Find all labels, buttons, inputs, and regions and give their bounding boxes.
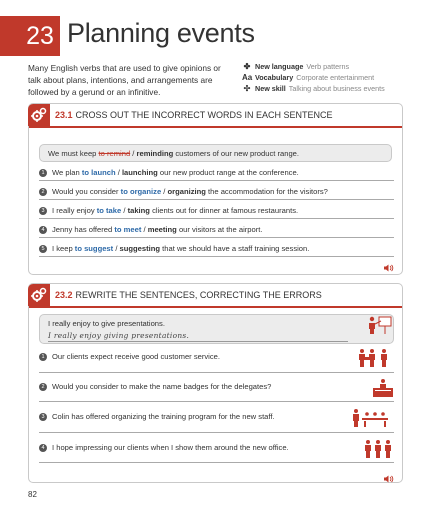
office-tour-icon bbox=[363, 439, 393, 459]
aa-icon: Aa bbox=[242, 73, 253, 82]
answer-line bbox=[39, 218, 394, 219]
text: I keep bbox=[52, 244, 75, 253]
option-b[interactable]: taking bbox=[127, 206, 150, 215]
example-prompt: I really enjoy to give presentations. bbox=[48, 319, 165, 328]
audio-speaker-icon[interactable] bbox=[384, 470, 394, 478]
question-number: 4 bbox=[39, 226, 47, 234]
question-number: 5 bbox=[39, 245, 47, 253]
exercise-number: 23.1 bbox=[55, 110, 73, 120]
option-b[interactable]: organizing bbox=[167, 187, 206, 196]
text: our new product range at the conference. bbox=[157, 168, 299, 177]
question-number: 1 bbox=[39, 169, 47, 177]
exercise-title bbox=[55, 110, 333, 120]
jigsaw-icon: ✣ bbox=[243, 84, 251, 93]
question-text: I hope impressing our clients when I show them around the new office. bbox=[52, 443, 289, 452]
question-row bbox=[39, 412, 392, 421]
text: / bbox=[121, 206, 128, 215]
legend-key: New language bbox=[255, 62, 304, 71]
question-text: Would you consider to make the name badges for the delegates? bbox=[52, 382, 272, 391]
legend-value: Talking about business events bbox=[288, 84, 385, 93]
text: Would you consider bbox=[52, 187, 121, 196]
option-a[interactable]: to suggest bbox=[74, 244, 114, 253]
correct-option: reminding bbox=[136, 149, 174, 158]
text: We must keep bbox=[48, 149, 99, 158]
chapter-header bbox=[0, 16, 429, 56]
legend-value: Corporate entertainment bbox=[296, 73, 375, 82]
question-row bbox=[39, 206, 392, 215]
option-b[interactable]: launching bbox=[121, 168, 158, 177]
question-number: 3 bbox=[39, 413, 47, 421]
gears-icon bbox=[28, 104, 50, 126]
option-a[interactable]: to meet bbox=[114, 225, 142, 234]
text: We plan bbox=[52, 168, 82, 177]
reception-desk-icon bbox=[369, 378, 397, 398]
text: / bbox=[161, 187, 168, 196]
question-row bbox=[39, 168, 392, 177]
question-text: Colin has offered organizing the training program for the new staff. bbox=[52, 412, 275, 421]
chapter-title: Planning events bbox=[67, 18, 255, 48]
question-row bbox=[39, 443, 392, 452]
exercise-instruction: REWRITE THE SENTENCES, CORRECTING THE ERRORS bbox=[75, 290, 322, 300]
legend-key: Vocabulary bbox=[255, 73, 294, 82]
answer-line[interactable] bbox=[39, 432, 394, 433]
legend-row bbox=[242, 72, 385, 83]
exercise-23-1 bbox=[28, 103, 403, 275]
text: I really enjoy bbox=[52, 206, 97, 215]
exercise-23-2 bbox=[28, 283, 403, 483]
legend-row bbox=[242, 61, 385, 72]
chapter-number: 23 bbox=[20, 16, 60, 56]
question-row bbox=[39, 382, 392, 391]
customer-service-icon bbox=[356, 348, 392, 368]
answer-line[interactable] bbox=[39, 372, 394, 373]
legend-key: New skill bbox=[255, 84, 286, 93]
text: Jenny has offered bbox=[52, 225, 115, 234]
question-row bbox=[39, 244, 392, 253]
answer-line[interactable] bbox=[39, 462, 394, 463]
page-number: 82 bbox=[28, 490, 37, 499]
option-a[interactable]: to organize bbox=[120, 187, 162, 196]
intro-text: Many English verbs that are used to give opinions or talk about plans, intentions, and arrangements are followed by a gerund or an infinitive. bbox=[28, 63, 221, 97]
training-meeting-icon bbox=[352, 408, 392, 428]
text: customers of our new product range. bbox=[173, 149, 300, 158]
question-number: 4 bbox=[39, 444, 47, 452]
answer-line bbox=[39, 180, 394, 181]
crossed-out-option: to remind bbox=[98, 149, 131, 158]
question-text: Our clients expect receive good customer service. bbox=[52, 352, 220, 361]
example-box bbox=[39, 314, 394, 344]
exercise-title bbox=[55, 290, 322, 300]
text: / bbox=[115, 168, 122, 177]
exercise-number: 23.2 bbox=[55, 290, 73, 300]
legend-row bbox=[242, 83, 385, 94]
option-b[interactable]: meeting bbox=[147, 225, 177, 234]
question-number: 1 bbox=[39, 353, 47, 361]
question-number: 3 bbox=[39, 207, 47, 215]
answer-line[interactable] bbox=[39, 401, 394, 402]
option-b[interactable]: suggesting bbox=[119, 244, 161, 253]
option-a[interactable]: to take bbox=[96, 206, 122, 215]
legend bbox=[242, 61, 385, 94]
question-number: 2 bbox=[39, 383, 47, 391]
gears-icon bbox=[28, 284, 50, 306]
question-number: 2 bbox=[39, 188, 47, 196]
answer-line bbox=[39, 256, 394, 257]
text: our visitors at the airport. bbox=[176, 225, 263, 234]
exercise-instruction: CROSS OUT THE INCORRECT WORDS IN EACH SENTENCE bbox=[75, 110, 333, 120]
audio-speaker-icon[interactable] bbox=[384, 259, 394, 267]
text: / bbox=[113, 244, 120, 253]
example-box bbox=[39, 144, 392, 162]
puzzle-icon: ✤ bbox=[243, 62, 251, 71]
question-row bbox=[39, 352, 392, 361]
text: / bbox=[130, 149, 137, 158]
example-answer: I really enjoy giving presentations. bbox=[48, 330, 348, 342]
text: that we should have a staff training session. bbox=[160, 244, 310, 253]
question-row bbox=[39, 187, 392, 196]
presenter-icon bbox=[365, 315, 393, 335]
text: the accommodation for the visitors? bbox=[205, 187, 328, 196]
option-a[interactable]: to launch bbox=[81, 168, 116, 177]
text: clients out for dinner at famous restaurants. bbox=[149, 206, 299, 215]
answer-line bbox=[39, 199, 394, 200]
question-row bbox=[39, 225, 392, 234]
text: / bbox=[141, 225, 148, 234]
answer-line bbox=[39, 237, 394, 238]
exercise-header bbox=[29, 284, 402, 308]
legend-value: Verb patterns bbox=[306, 62, 350, 71]
exercise-header bbox=[29, 104, 402, 128]
